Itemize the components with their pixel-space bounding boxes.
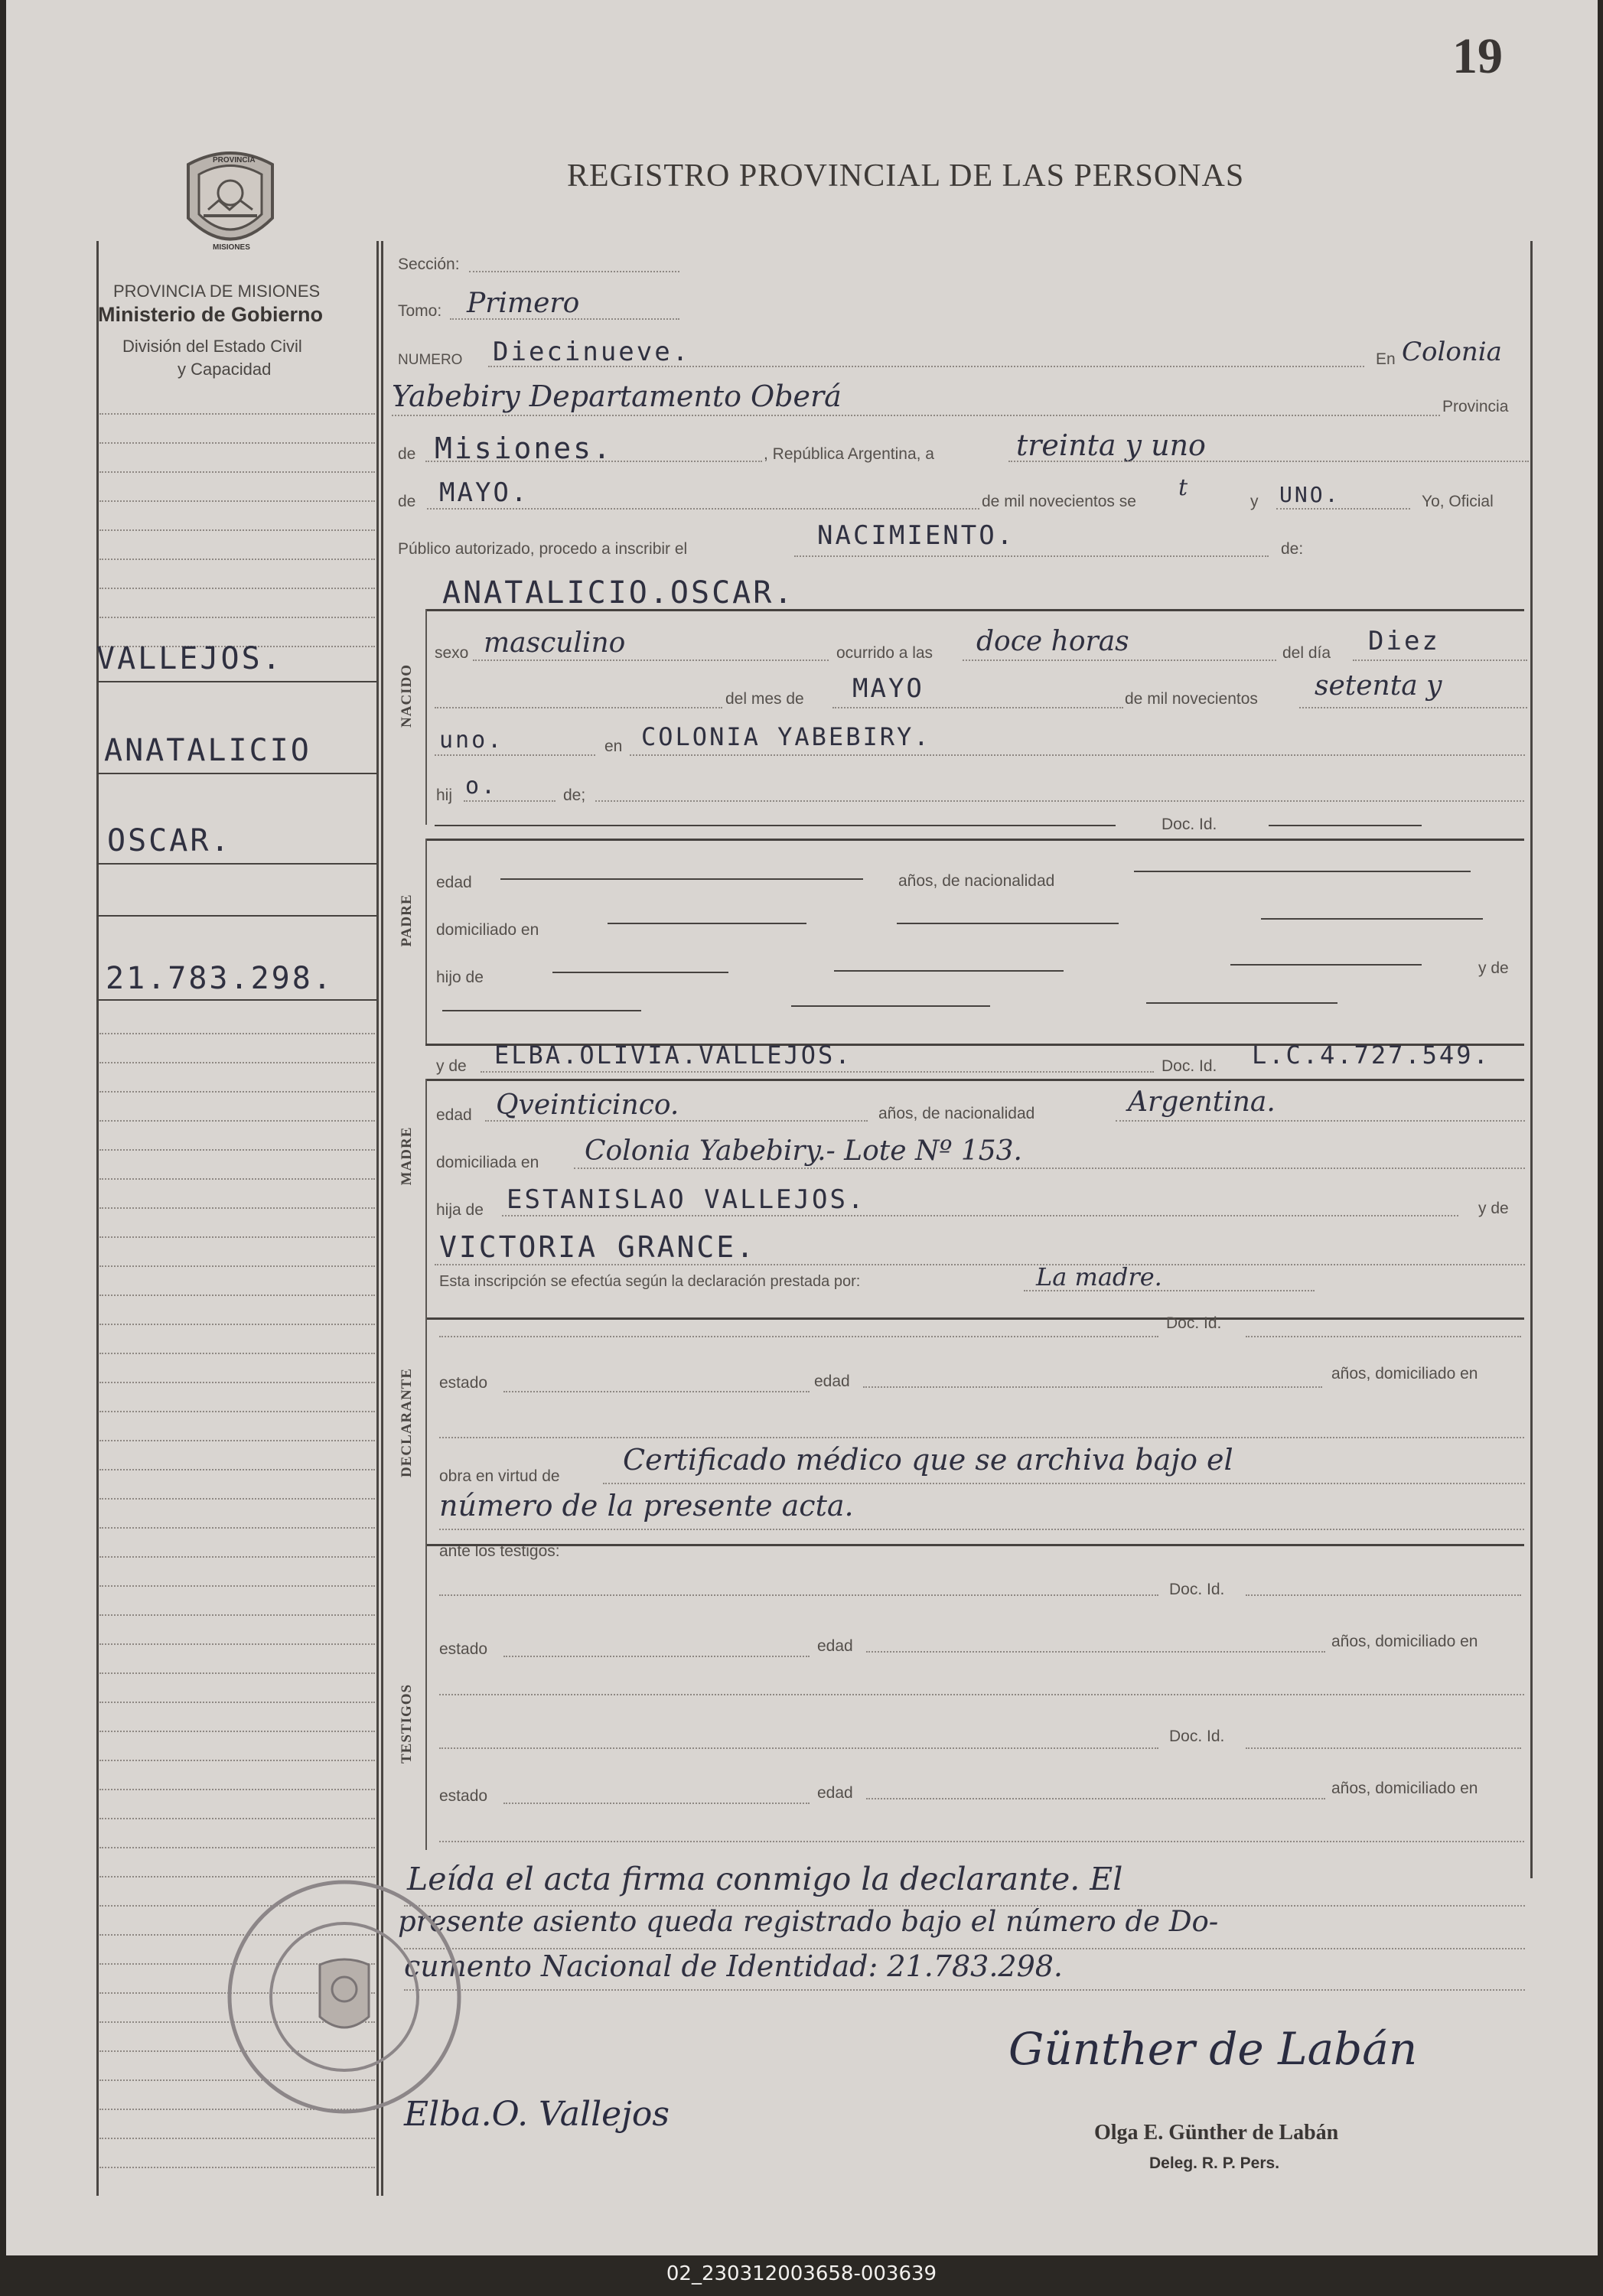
label-hij: hij bbox=[436, 787, 453, 804]
value-horas: doce horas bbox=[976, 626, 1129, 657]
value-madre-madre: VICTORIA GRANCE. bbox=[439, 1230, 757, 1264]
value-madre-nac: Argentina. bbox=[1128, 1086, 1276, 1118]
page-title: REGISTRO PROVINCIAL DE LAS PERSONAS bbox=[567, 158, 1245, 194]
value-nombre: ANATALICIO.OSCAR. bbox=[442, 575, 795, 611]
value-sexo: masculino bbox=[484, 627, 626, 659]
value-mes: MAYO. bbox=[439, 477, 529, 508]
label-edad-madre: edad bbox=[436, 1106, 472, 1124]
official-title: Deleg. R. P. Pers. bbox=[1149, 2154, 1280, 2172]
label-doc-id-testigo-2: Doc. Id. bbox=[1169, 1728, 1225, 1745]
margin-doc-number: 21.783.298. bbox=[106, 961, 334, 996]
footer-filename: 02_230312003658-003639 bbox=[666, 2262, 937, 2285]
closing-line-3: cumento Nacional de Identidad: 21.783.298. bbox=[404, 1949, 1064, 1983]
page-number: 19 bbox=[1452, 28, 1503, 84]
closing-line-2: presente asiento queda registrado bajo el número de Do- bbox=[398, 1905, 1219, 1938]
label-publico: Público autorizado, procedo a inscribir el bbox=[398, 540, 688, 558]
margin-name-1: ANATALICIO bbox=[104, 733, 311, 768]
label-edad-declarante: edad bbox=[814, 1373, 850, 1390]
label-y-de-hija: y de bbox=[1478, 1200, 1509, 1217]
label-anos-nac-madre: años, de nacionalidad bbox=[878, 1105, 1035, 1122]
label-anos-dom-testigo-1: años, domiciliado en bbox=[1331, 1633, 1478, 1650]
label-doc-id-nacido: Doc. Id. bbox=[1162, 816, 1217, 833]
official-signature: Günther de Labán bbox=[1008, 2023, 1418, 2075]
value-numero: Diecinueve. bbox=[493, 337, 691, 367]
value-dia-nac: Diez bbox=[1368, 626, 1440, 656]
value-anio-t: t bbox=[1178, 474, 1188, 501]
value-localidad: Yabebiry Departamento Oberá bbox=[392, 379, 842, 413]
label-y-de-padre: y de bbox=[1478, 959, 1509, 977]
value-anio-nac-1: setenta y bbox=[1315, 670, 1442, 702]
label-numero: NUMERO bbox=[398, 352, 463, 368]
value-provincia: Misiones. bbox=[435, 432, 613, 465]
value-madre-doc: L.C.4.727.549. bbox=[1252, 1041, 1491, 1070]
value-lugar-nac: COLONIA YABEBIRY. bbox=[641, 722, 931, 751]
label-de-mil-nac: de mil novecientos bbox=[1125, 690, 1258, 708]
label-edad-padre: edad bbox=[436, 874, 472, 891]
label-estado-declarante: estado bbox=[439, 1374, 488, 1392]
section-declarante: DECLARANTE bbox=[399, 1367, 415, 1477]
label-yo-oficial: Yo, Oficial bbox=[1422, 493, 1494, 510]
label-anos-nac-padre: años, de nacionalidad bbox=[898, 872, 1055, 890]
value-mes-nac: MAYO bbox=[852, 673, 924, 704]
label-anos-dom-testigo-2: años, domiciliado en bbox=[1331, 1780, 1478, 1797]
label-sexo: sexo bbox=[435, 644, 469, 662]
value-obra-1: Certificado médico que se archiva bajo el bbox=[623, 1443, 1233, 1477]
label-setenta-y: y bbox=[1250, 493, 1259, 510]
value-dia: treinta y uno bbox=[1016, 428, 1206, 462]
label-del-dia: del día bbox=[1282, 644, 1331, 662]
header-division: División del Estado Civil bbox=[122, 337, 302, 356]
label-obra: obra en virtud de bbox=[439, 1467, 560, 1485]
label-doc-id-declarante: Doc. Id. bbox=[1166, 1314, 1222, 1332]
value-madre-nombre: ELBA.OLIVIA.VALLEJOS. bbox=[494, 1041, 852, 1070]
value-madre-padre: ESTANISLAO VALLEJOS. bbox=[507, 1184, 866, 1215]
label-de-hij: de; bbox=[563, 787, 586, 804]
label-tomo: Tomo: bbox=[398, 302, 442, 320]
label-hijo-de: hijo de bbox=[436, 969, 484, 986]
value-madre-dom: Colonia Yabebiry.- Lote Nº 153. bbox=[585, 1135, 1022, 1167]
label-ante: ante los testigos: bbox=[439, 1542, 560, 1560]
registry-stamp bbox=[222, 1874, 467, 2119]
margin-name-2: OSCAR. bbox=[107, 823, 232, 858]
official-name: Olga E. Günther de Labán bbox=[1094, 2121, 1339, 2145]
header-province: PROVINCIA DE MISIONES bbox=[113, 282, 321, 301]
section-testigos: TESTIGOS bbox=[399, 1683, 415, 1764]
header-ministry: Ministerio de Gobierno bbox=[98, 303, 324, 326]
value-anio-nac-2: uno. bbox=[439, 727, 504, 754]
value-anio: UNO. bbox=[1279, 482, 1341, 507]
section-nacido: NACIDO bbox=[399, 663, 415, 728]
label-republica: , República Argentina, a bbox=[764, 445, 934, 463]
label-domiciliado-padre: domiciliado en bbox=[436, 921, 539, 939]
value-tomo: Primero bbox=[467, 288, 580, 319]
label-estado-testigo-1: estado bbox=[439, 1640, 488, 1658]
margin-left-rule bbox=[96, 241, 99, 2196]
label-en: En bbox=[1376, 350, 1396, 368]
provincial-emblem-icon bbox=[181, 145, 280, 260]
label-de-provincia: de bbox=[398, 445, 416, 463]
margin-surname: VALLEJOS. bbox=[96, 641, 283, 676]
label-de-colon: de: bbox=[1281, 540, 1304, 558]
label-estado-testigo-2: estado bbox=[439, 1787, 488, 1805]
value-hij: o. bbox=[465, 773, 498, 800]
form-right-rule bbox=[1530, 241, 1533, 1878]
section-madre: MADRE bbox=[399, 1126, 415, 1186]
label-hija-de: hija de bbox=[436, 1201, 484, 1219]
emblem-text-top: PROVINCIA bbox=[213, 156, 256, 164]
label-domiciliada: domiciliada en bbox=[436, 1154, 539, 1171]
value-obra-2: número de la presente acta. bbox=[439, 1489, 854, 1523]
label-doc-id-testigo-1: Doc. Id. bbox=[1169, 1581, 1225, 1598]
label-edad-testigo-1: edad bbox=[817, 1637, 853, 1655]
section-padre: PADRE bbox=[399, 894, 415, 947]
label-y-de-madre: y de bbox=[436, 1057, 467, 1075]
value-declaracion: La madre. bbox=[1036, 1262, 1162, 1291]
label-de-mil: de mil novecientos se bbox=[982, 493, 1136, 510]
value-en: Colonia bbox=[1402, 337, 1502, 367]
label-en-lugar: en bbox=[604, 738, 623, 755]
label-ocurrido: ocurrido a las bbox=[836, 644, 933, 662]
label-anos-dom-declarante: años, domiciliado en bbox=[1331, 1365, 1478, 1382]
value-inscribir: NACIMIENTO. bbox=[817, 520, 1015, 551]
emblem-text-bottom: MISIONES bbox=[213, 243, 250, 252]
label-del-mes: del mes de bbox=[725, 690, 804, 708]
label-de-mes: de bbox=[398, 493, 416, 510]
closing-line-1: Leída el acta firma conmigo la declarante. El bbox=[407, 1861, 1123, 1897]
register-page bbox=[6, 0, 1598, 2255]
mother-signature: Elba.O. Vallejos bbox=[404, 2095, 670, 2134]
label-inscripcion: Esta inscripción se efectúa según la declaración prestada por: bbox=[439, 1273, 861, 1290]
value-madre-edad: Qveinticinco. bbox=[496, 1089, 679, 1121]
label-provincia: Provincia bbox=[1442, 398, 1509, 415]
label-doc-id-madre: Doc. Id. bbox=[1162, 1057, 1217, 1075]
label-seccion: Sección: bbox=[398, 256, 460, 273]
label-edad-testigo-2: edad bbox=[817, 1784, 853, 1802]
header-capacity: y Capacidad bbox=[178, 360, 272, 379]
